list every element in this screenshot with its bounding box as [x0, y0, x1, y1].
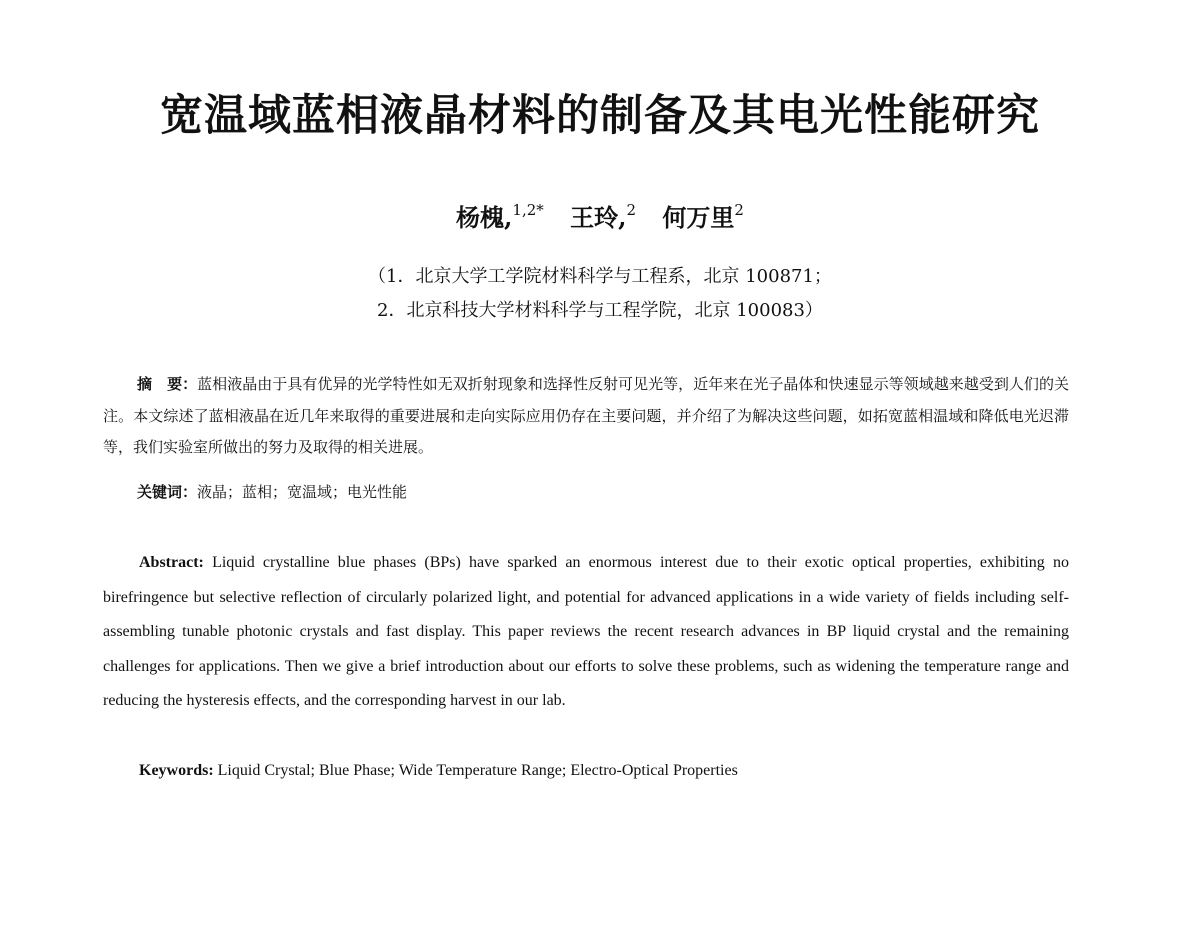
chinese-keywords — [137, 481, 1067, 502]
author-affiliation-mark: 2 — [734, 201, 744, 219]
author-name: 何万里 — [662, 203, 735, 232]
english-keywords-label: Keywords: — [139, 762, 214, 779]
author-affiliation-mark: 1,2* — [512, 201, 544, 219]
english-keywords — [139, 762, 1069, 780]
chinese-keywords-text: 液晶；蓝相；宽温域；电光性能 — [197, 483, 408, 501]
affiliation-2: 2．北京科技大学材料科学与工程学院，北京 100083） — [377, 300, 823, 321]
author-name: 杨槐, — [456, 203, 513, 232]
chinese-keywords-label: 关键词： — [137, 483, 198, 501]
english-abstract — [103, 546, 1069, 719]
chinese-abstract-text: 蓝相液晶由于具有优异的光学特性如无双折射现象和选择性反射可见光等，近年来在光子晶体和快速显示等领域越来越受到人们的关注。本文综述了蓝相液晶在近几年来取得的重要进展和走向实际应用仍存在主要问题，并介绍了为解决这些问题，如拓宽蓝相温域和降低电光迟滞等，我们实验室所做出的努力及取得的相关进展。 — [103, 375, 1069, 456]
english-abstract-text: Liquid crystalline blue phases (BPs) have sparked an enormous interest due to their exotic optical properties, exhibiting no birefringence but selective reflection of circularly polarized light, and potential for advanced applications in a wide variety of fields including self-assembling tunable photonic crystals and fast display. This paper reviews the recent research advances in BP liquid crystal and the remaining challenges for applications. Then we give a brief introduction about our efforts to solve these problems, such as widening the temperature range and reducing the hysteresis effects, and the corresponding harvest in our lab. — [103, 554, 1069, 710]
paper-title: 宽温域蓝相液晶材料的制备及其电光性能研究 — [160, 91, 1040, 141]
english-keywords-text: Liquid Crystal; Blue Phase; Wide Temperature Range; Electro-Optical Properties — [213, 762, 738, 779]
affiliation-1: （1．北京大学工学院材料科学与工程系，北京 100871； — [368, 266, 832, 287]
chinese-abstract-label: 摘 要： — [137, 375, 198, 393]
author-affiliation-mark: 2 — [626, 201, 637, 219]
author-name: 王玲, — [570, 203, 627, 232]
author-list — [0, 198, 1200, 233]
chinese-abstract — [103, 369, 1069, 464]
english-abstract-label: Abstract: — [139, 554, 204, 571]
